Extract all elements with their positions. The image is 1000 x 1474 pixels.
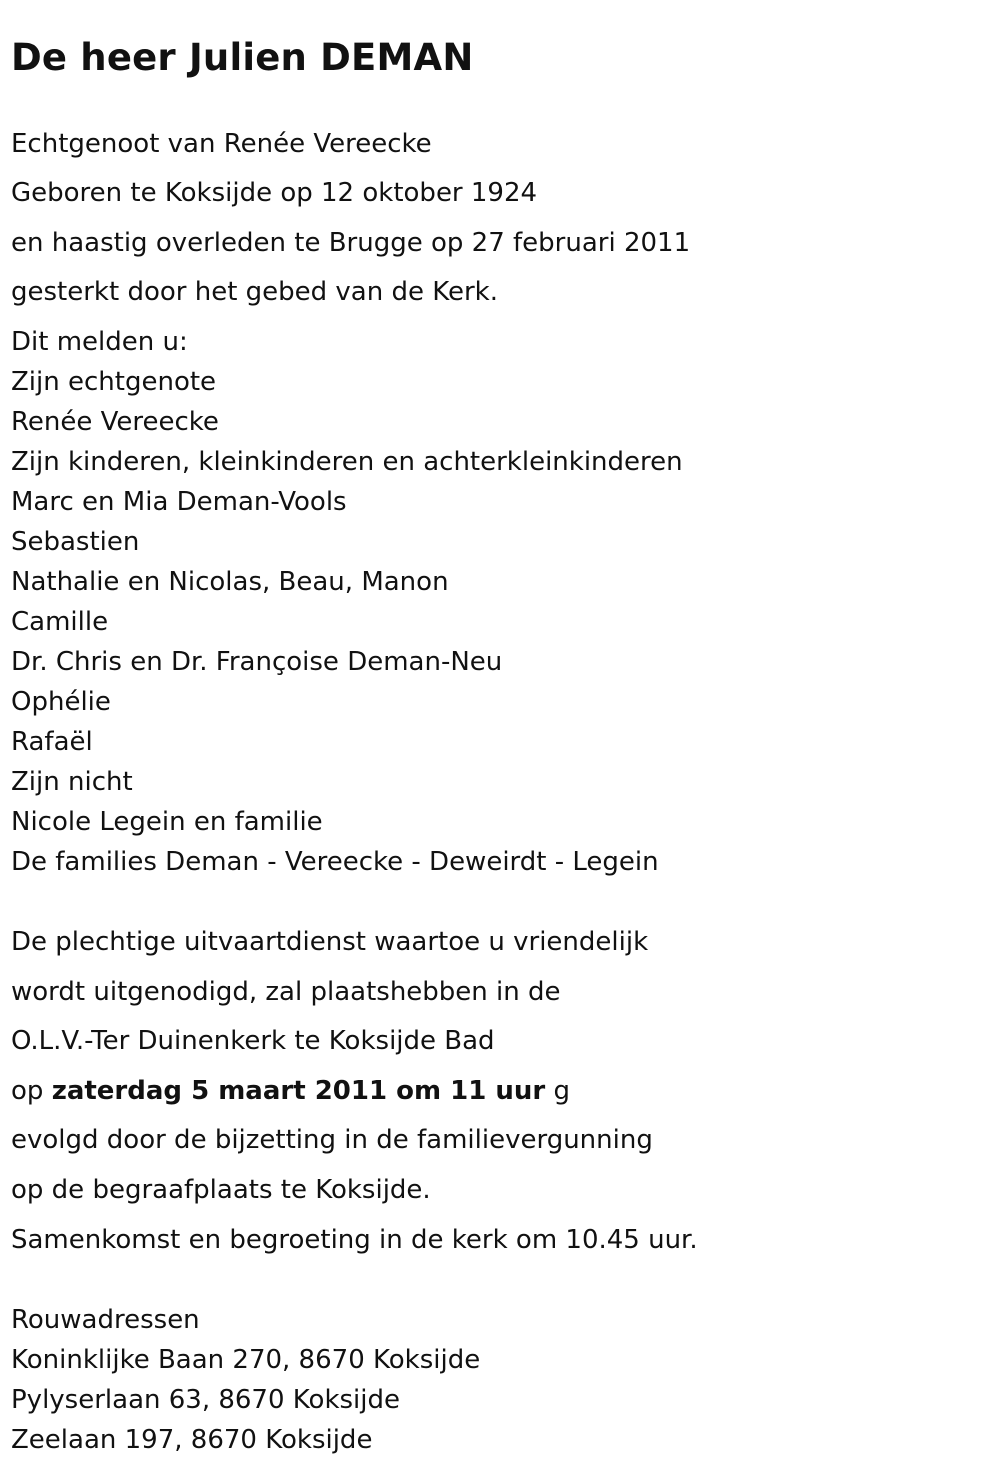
announcer-line: Renée Vereecke <box>11 407 219 437</box>
announcer-line: Camille <box>11 607 109 637</box>
service-date-prefix: op <box>11 1076 44 1106</box>
announcer-line: Rafaël <box>11 727 93 757</box>
announcer-line: Zijn nicht <box>11 767 133 797</box>
announcer-line: Dr. Chris en Dr. Françoise Deman-Neu <box>11 647 503 677</box>
service-date-bold: zaterdag 5 maart 2011 om 11 uur <box>51 1076 546 1106</box>
service-line: evolgd door de bijzetting in de familievergunning <box>11 1125 653 1155</box>
announcer-line: Nicole Legein en familie <box>11 807 323 837</box>
service-line: O.L.V.-Ter Duinenkerk te Koksijde Bad <box>11 1026 495 1056</box>
service-line: wordt uitgenodigd, zal plaatshebben in de <box>11 977 561 1007</box>
announcer-line: Marc en Mia Deman-Vools <box>11 487 347 517</box>
intro-line-birth: Geboren te Koksijde op 12 oktober 1924 <box>11 178 538 208</box>
service-date-line <box>11 1074 570 1108</box>
address-line: Pylyserlaan 63, 8670 Koksijde <box>11 1385 400 1415</box>
intro-line-death: en haastig overleden te Brugge op 27 februari 2011 <box>11 228 691 258</box>
service-line: Samenkomst en begroeting in de kerk om 10.45 uur. <box>11 1225 698 1255</box>
announcer-line: De families Deman - Vereecke - Deweirdt - Legein <box>11 847 659 877</box>
announcer-line: Zijn kinderen, kleinkinderen en achterkleinkinderen <box>11 447 683 477</box>
announcer-line: Nathalie en Nicolas, Beau, Manon <box>11 567 449 597</box>
announcer-line: Zijn echtgenote <box>11 367 217 397</box>
announcer-line: Ophélie <box>11 687 111 717</box>
page-title: De heer Julien DEMAN <box>11 36 474 79</box>
service-date-suffix: g <box>553 1076 570 1106</box>
service-line: De plechtige uitvaartdienst waartoe u vriendelijk <box>11 927 649 957</box>
intro-line-church: gesterkt door het gebed van de Kerk. <box>11 277 499 307</box>
addresses-heading: Rouwadressen <box>11 1305 200 1335</box>
intro-line-spouse: Echtgenoot van Renée Vereecke <box>11 129 432 159</box>
announcer-line: Dit melden u: <box>11 327 188 357</box>
announcer-line: Sebastien <box>11 527 140 557</box>
service-line: op de begraafplaats te Koksijde. <box>11 1175 431 1205</box>
address-line: Koninklijke Baan 270, 8670 Koksijde <box>11 1345 481 1375</box>
address-line: Zeelaan 197, 8670 Koksijde <box>11 1425 373 1455</box>
